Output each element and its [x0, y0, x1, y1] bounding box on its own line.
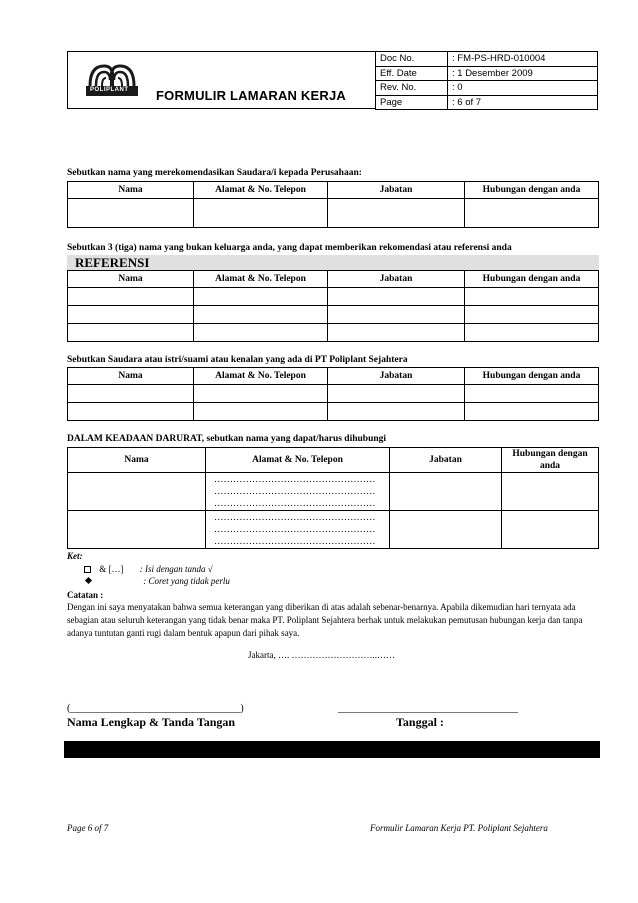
- table-cell[interactable]: [194, 288, 328, 306]
- meta-row: [376, 52, 598, 67]
- signature-date-line[interactable]: ____________________________________: [338, 703, 518, 714]
- footer-page: Page 6 of 7: [67, 823, 109, 833]
- table-row[interactable]: [68, 473, 599, 511]
- checkbox-icon: [84, 566, 91, 573]
- signature-date-label: Tanggal :: [396, 715, 444, 729]
- table-cell[interactable]: [194, 199, 328, 228]
- dotted-line: ……………………………………………: [214, 474, 376, 485]
- col-jabatan: Jabatan: [328, 182, 465, 199]
- table-cell[interactable]: [194, 306, 328, 324]
- emergency-table: [67, 447, 599, 549]
- relatives-table: [67, 367, 599, 421]
- table-cell[interactable]: [68, 473, 206, 511]
- table-row[interactable]: [68, 199, 599, 228]
- reference-table: [67, 270, 599, 342]
- col-jabatan: Jabatan: [328, 368, 465, 385]
- section3-title: Sebutkan Saudara atau istri/suami atau kenalan yang ada di PT Poliplant Sejahtera: [67, 355, 408, 365]
- table-cell[interactable]: [465, 288, 599, 306]
- dotted-line: ……………………………………………: [214, 524, 376, 535]
- table-cell[interactable]: [194, 403, 328, 421]
- table-cell[interactable]: [328, 403, 465, 421]
- footer-doc-title: Formulir Lamaran Kerja PT. Poliplant Sejahtera: [370, 823, 548, 833]
- table-cell[interactable]: [194, 324, 328, 342]
- ket-text: : Isi dengan tanda √: [139, 564, 213, 574]
- table-row[interactable]: [68, 511, 599, 549]
- col-nama: Nama: [68, 368, 194, 385]
- ket-line-1: [84, 564, 213, 574]
- table-header-row: [68, 448, 599, 473]
- doc-meta-table: [375, 51, 598, 110]
- table-cell[interactable]: [390, 511, 502, 549]
- catatan-title: Catatan :: [67, 590, 104, 600]
- table-cell[interactable]: [328, 324, 465, 342]
- table-cell[interactable]: [465, 306, 599, 324]
- meta-row: [376, 81, 598, 96]
- table-row[interactable]: [68, 306, 599, 324]
- table-cell[interactable]: [502, 473, 599, 511]
- place-date: Jakarta, …. ………………………..……: [248, 650, 395, 660]
- dotted-line: ……………………………………………: [214, 536, 376, 547]
- col-nama: Nama: [68, 448, 206, 473]
- section4-title: DALAM KEADAAN DARURAT, sebutkan nama yang dapat/harus dihubungi: [67, 434, 387, 444]
- dotted-line: ……………………………………………: [214, 486, 376, 497]
- meta-label: Page: [376, 95, 448, 110]
- meta-label: Eff. Date: [376, 66, 448, 81]
- meta-label: Rev. No.: [376, 81, 448, 96]
- dotted-line: ……………………………………………: [214, 512, 376, 523]
- meta-value: : 6 of 7: [448, 95, 598, 110]
- section2-title: Sebutkan 3 (tiga) nama yang bukan keluarga anda, yang dapat memberikan rekomendasi atau referensi anda: [67, 243, 512, 253]
- meta-value: : FM-PS-HRD-010004: [448, 52, 598, 67]
- table-cell[interactable]: [68, 511, 206, 549]
- col-hubungan: Hubungan dengan anda: [465, 182, 599, 199]
- diamond-bullet-icon: [85, 577, 92, 584]
- ket-line-2: [84, 576, 230, 586]
- col-nama: Nama: [68, 271, 194, 288]
- meta-value: : 1 Desember 2009: [448, 66, 598, 81]
- table-cell[interactable]: [194, 385, 328, 403]
- table-row[interactable]: [68, 403, 599, 421]
- recommender-table: [67, 181, 599, 228]
- ket-text: : Coret yang tidak perlu: [143, 576, 230, 586]
- signature-name-label: Nama Lengkap & Tanda Tangan: [67, 715, 236, 729]
- table-cell[interactable]: [328, 288, 465, 306]
- table-row[interactable]: [68, 288, 599, 306]
- document-header: [67, 51, 598, 109]
- col-alamat: Alamat & No. Telepon: [206, 448, 390, 473]
- table-cell[interactable]: [328, 385, 465, 403]
- col-nama: Nama: [68, 182, 194, 199]
- table-header-row: [68, 368, 599, 385]
- section1-title: Sebutkan nama yang merekomendasikan Saudara/i kepada Perusahaan:: [67, 168, 362, 178]
- table-header-row: [68, 182, 599, 199]
- table-cell[interactable]: [465, 385, 599, 403]
- logo-cell: [67, 51, 375, 109]
- table-cell[interactable]: [328, 306, 465, 324]
- form-title: FORMULIR LAMARAN KERJA: [156, 88, 346, 103]
- ket-symbol: & […]: [99, 564, 124, 574]
- col-alamat: Alamat & No. Telepon: [194, 271, 328, 288]
- col-jabatan: Jabatan: [328, 271, 465, 288]
- table-header-row: [68, 271, 599, 288]
- table-cell[interactable]: [502, 511, 599, 549]
- meta-label: Doc No.: [376, 52, 448, 67]
- meta-row: [376, 66, 598, 81]
- ket-title: Ket:: [67, 551, 83, 561]
- table-cell[interactable]: [68, 288, 194, 306]
- col-hubungan: Hubungan dengan anda: [465, 368, 599, 385]
- table-row[interactable]: [68, 385, 599, 403]
- col-hubungan: Hubungan dengan anda: [502, 448, 599, 473]
- table-cell[interactable]: [68, 403, 194, 421]
- table-row[interactable]: [68, 324, 599, 342]
- address-dots-cell[interactable]: [206, 473, 390, 511]
- table-cell[interactable]: [68, 306, 194, 324]
- referensi-bar: REFERENSI: [67, 255, 599, 271]
- black-divider-bar: [64, 741, 600, 758]
- col-jabatan: Jabatan: [390, 448, 502, 473]
- logo-text: POLIPLANT: [90, 87, 129, 93]
- table-cell[interactable]: [68, 324, 194, 342]
- signature-name-line[interactable]: (__________________________________): [67, 703, 244, 714]
- table-cell[interactable]: [465, 324, 599, 342]
- catatan-body: Dengan ini saya menyatakan bahwa semua keterangan yang diberikan di atas adalah sebenar-benarnya. Apabila dikemudian hari ternyata ada sebagian atau seluruh keterangan yang tidak benar maka PT. Poliplant Sejahtera berhak untuk melakukan pemutusan hubungan kerja dan tanpa adanya tuntutan ganti rugi dalam bentuk apapun dari pihak saya.: [67, 602, 583, 638]
- meta-row: [376, 95, 598, 110]
- col-hubungan: Hubungan dengan anda: [465, 271, 599, 288]
- table-cell[interactable]: [328, 199, 465, 228]
- table-cell[interactable]: [465, 403, 599, 421]
- table-cell[interactable]: [465, 199, 599, 228]
- meta-value: : 0: [448, 81, 598, 96]
- col-alamat: Alamat & No. Telepon: [194, 182, 328, 199]
- col-alamat: Alamat & No. Telepon: [194, 368, 328, 385]
- address-dots-cell[interactable]: [206, 511, 390, 549]
- table-cell[interactable]: [68, 385, 194, 403]
- dotted-line: ……………………………………………: [214, 498, 376, 509]
- table-cell[interactable]: [390, 473, 502, 511]
- table-cell[interactable]: [68, 199, 194, 228]
